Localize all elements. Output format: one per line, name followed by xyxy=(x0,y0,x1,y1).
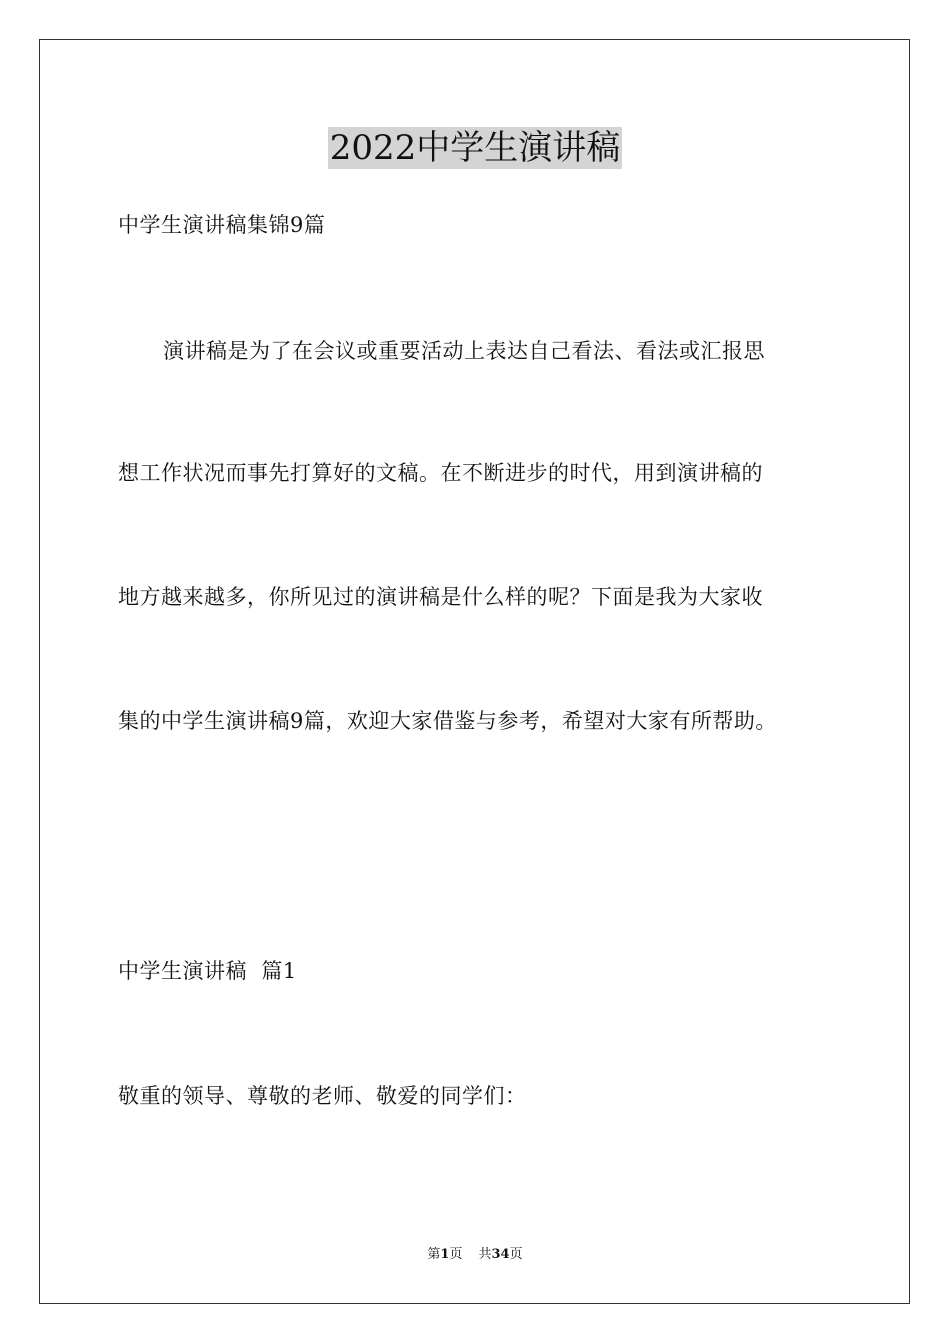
footer-total-prefix: 共 xyxy=(478,1247,492,1262)
footer-page-total: 34 xyxy=(491,1247,510,1262)
title-container xyxy=(0,127,950,169)
footer-page-prefix: 第 xyxy=(427,1247,441,1262)
footer-page-suffix: 页 xyxy=(449,1247,463,1262)
intro-line-4: 集的中学生演讲稿9篇，欢迎大家借鉴与参考，希望对大家有所帮助。 xyxy=(118,709,777,733)
document-title: 2022中学生演讲稿 xyxy=(329,128,621,168)
section-heading: 中学生演讲稿 篇1 xyxy=(118,959,297,983)
intro-line-1: 演讲稿是为了在会议或重要活动上表达自己看法、看法或汇报思 xyxy=(163,339,765,363)
footer-page-current: 1 xyxy=(440,1247,450,1262)
document-subtitle: 中学生演讲稿集锦9篇 xyxy=(118,213,326,237)
greeting-line: 敬重的领导、尊敬的老师、敬爱的同学们： xyxy=(118,1084,527,1108)
page-footer xyxy=(0,1246,950,1264)
intro-line-2: 想工作状况而事先打算好的文稿。在不断进步的时代，用到演讲稿的 xyxy=(118,461,763,485)
footer-total-suffix: 页 xyxy=(509,1247,523,1262)
intro-line-3: 地方越来越多，你所见过的演讲稿是什么样的呢？下面是我为大家收 xyxy=(118,585,763,609)
